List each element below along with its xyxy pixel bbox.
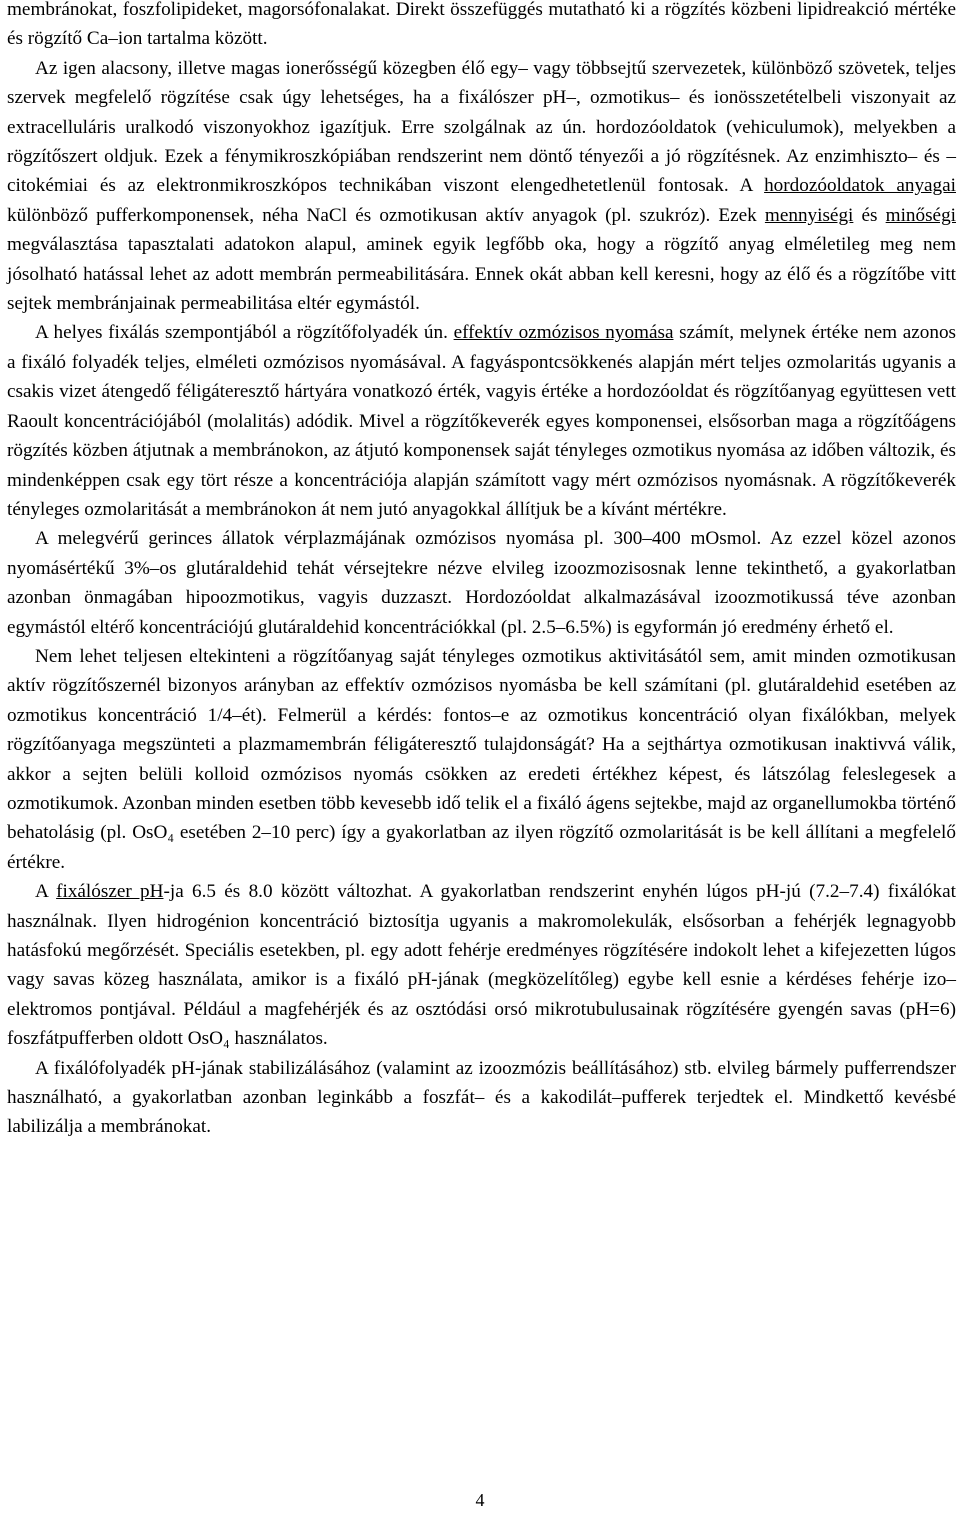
text-run: Nem lehet teljesen eltekinteni a rögzítőanyag saját tényleges ozmotikus aktivitásától sem, amit minden ozmotikusan aktív rögzítőszernél bizonyos arányban az effektív ozmózisos nyomásba be kell számítani (pl. glutáraldehid esetében az ozmotikus koncentráció 1/4–ét). Felmerül a kérdés: fontos–e az ozmotikus koncentráció olyan fixálókban, melyek rögzítőanyaga megszünteti a plazmamembrán féligáteresztő tulajdonságát? Ha a sejthártya ozmotikusan inaktivvá válik, akkor a sejten belüli kolloid ozmózisos nyomás csökken az eredeti értékhez képest, és látszólag feleslegesek a ozmotikumok. Azonban minden esetben több kevesebb idő telik el a fixáló ágens sejtekbe, majd az organellumokba történő behatolásig (pl. OsO₄ esetében 2–10 perc) így a gyakorlatban az ilyen rögzítő ozmolaritását is be kell állítani a megfelelő értékre.: [7, 645, 956, 873]
body-text: [7, 0, 956, 1142]
page-number: 4: [475, 1490, 485, 1510]
text-run: számít, melynek értéke nem azonos a fixáló folyadék teljes, elméleti ozmózisos nyomásával. A fagyáspontcsökkenés alapján mért teljes ozmolaritás ugyanis a csakis vizet átengedő féligáteresztő hártyára vonatkozó érték, vagyis értéke a hordozóoldat és rögzítőanyag együttesen vett Raoult koncentrációjából (molalitás) adódik. Mivel a rögzítőkeverék egyes komponensei, elsősorban maga a rögzítőágens rögzítés közben átjutnak a membránokon, az átjutó komponensek saját tényleges ozmotikus nyomása az időben változik, és mindenképpen csak egy tört része a koncentrációja alapján számított vagy mért ozmózisos nyomásnak. A rögzítőkeverék tényleges ozmolaritását a membránokon át nem jutó anyagokkal állítjuk be a kívánt mértékre.: [7, 322, 957, 520]
paragraph: [7, 0, 956, 54]
text-run: Az igen alacsony, illetve magas ionerősségű közegben élő egy– vagy többsejtű szervezetek, különböző szövetek, teljes szervek megfelelő rögzítése csak úgy lehetséges, ha a fixálószer pH–, ozmotikus– és ionösszetételbeli viszonyait az extracelluláris uralkodó viszonyokhoz igazítjuk. Erre szolgálnak az ún. hordozóoldatok (vehiculumok), melyekben a rögzítőszert oldjuk. Ezek a fénymikroszkópiában rendszerint nem döntő tényezői a jó rögzítésnek. Az enzimhiszto– és –citokémiai és az elektronmikroszkópos technikában viszont elengedhetetlenül fontosak. A: [7, 57, 956, 197]
underlined-term: hordozóoldatok anyagai: [764, 175, 956, 197]
paragraph: [7, 54, 956, 319]
text-run: membránokat, foszfolipideket, magorsófonalakat. Direkt összefüggés mutatható ki a rögzítés közbeni lipidreakció mértéke és rögzítő Ca–ion tartalma között.: [7, 0, 956, 50]
text-run: és: [853, 204, 886, 226]
text-run: különböző pufferkomponensek, néha NaCl és ozmotikusan aktív anyagok (pl. szukróz). Ezek: [7, 204, 765, 226]
paragraph: [7, 318, 956, 524]
underlined-term: mennyiségi: [764, 204, 854, 226]
text-run: -ja 6.5 és 8.0 között változhat. A gyakorlatban rendszerint enyhén lúgos pH-jú (7.2–7.4) fixálókat használnak. Ilyen hidrogénion koncentráció biztosítja ugyanis a makromolekulák, elsősorban a fehérjék legnagyobb hatásfokú megőrzését. Speciális esetekben, pl. egy adott fehérje eredményes rögzítésére indokolt lehet a kifejezetten lúgos vagy savas közeg használata, amikor is a fixáló pH-jának (megközelítőleg) egybe kell esnie a kérdéses fehérje izo–elektromos pontjával. Például a magfehérjék és az osztódási orsó mikrotubulusainak rögzítésére gyengén savas (pH=6) foszfátpufferben oldott OsO₄ használatos.: [7, 881, 956, 1050]
text-run: A helyes fixálás szempontjából a rögzítőfolyadék ún.: [35, 322, 454, 344]
paragraph: [7, 877, 956, 1053]
underlined-term: fixálószer pH: [56, 881, 164, 903]
paragraph: [7, 524, 956, 642]
paragraph: [7, 1054, 956, 1142]
text-run: megválasztása tapasztalati adatokon alapul, aminek egyik legfőbb oka, hogy a rögzítő anyag elméletileg meg nem jósolható hatással lehet az adott membrán permeabilitására. Ennek okát abban kell keresni, hogy az élő és a rögzítőbe vitt sejtek membránjainak permeabilitása eltér egymástól.: [7, 234, 956, 315]
text-run: A fixálófolyadék pH-jának stabilizálásához (valamint az izoozmózis beállításához) stb. elvileg bármely pufferrendszer használható, a gyakorlatban azonban leginkább a foszfát– és a kakodilát–pufferek terjedtek el. Mindkettő kevésbé labilizálja a membránokat.: [7, 1057, 956, 1138]
text-run: A melegvérű gerinces állatok vérplazmájának ozmózisos nyomása pl. 300–400 mOsmol. Az ezzel közel azonos nyomásértékű 3%–os glutáraldehid tehát vérsejtekre nézve elvileg izoozmozisosnak lenne tekinthető, a gyakorlatban azonban önmagában hipoozmotikus, vagyis duzzaszt. Hordozóoldat alkalmazásával izoozmotikussá téve azonban egymástól eltérő koncentrációjú glutáraldehid koncentrációkkal (pl. 2.5–6.5%) is egyformán jó eredmény érhető el.: [7, 528, 956, 638]
paragraph: [7, 642, 956, 877]
text-run: A: [35, 881, 57, 903]
underlined-term: minőségi: [885, 204, 956, 226]
underlined-term: effektív ozmózisos nyomása: [453, 322, 674, 344]
